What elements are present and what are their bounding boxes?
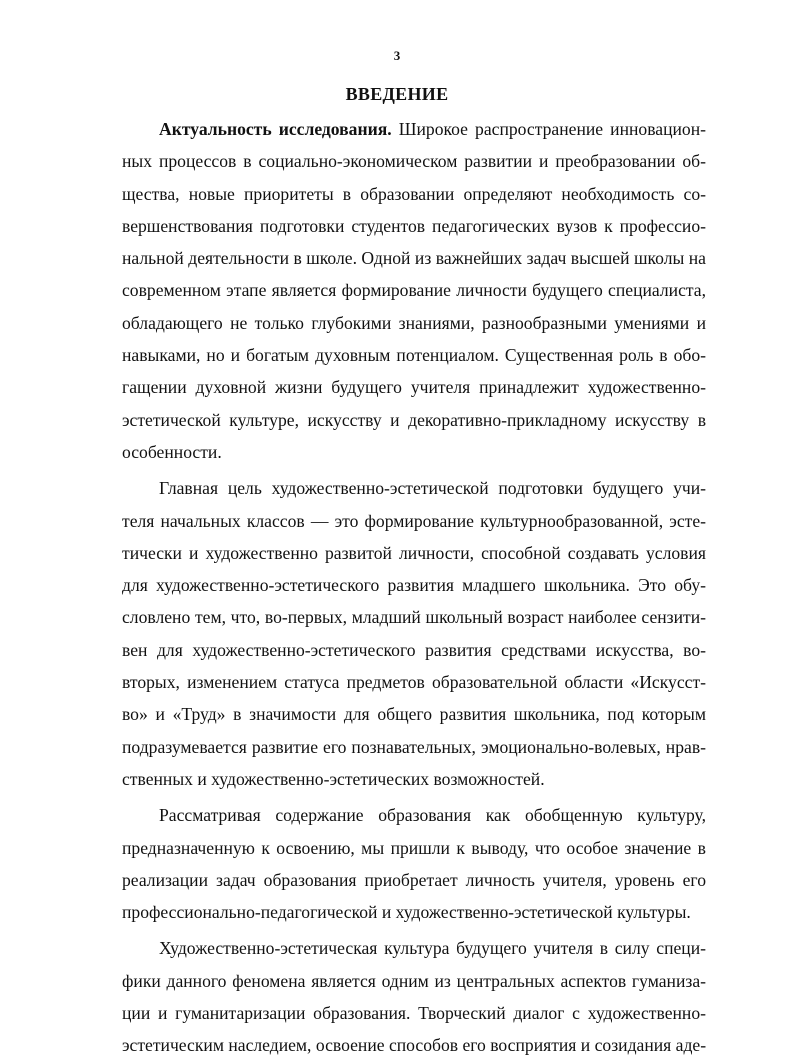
- text-line: навыками, но и богатым духовным потенциалом. Существенная роль в обо-: [122, 345, 706, 366]
- text-line: во» и «Труд» в значимости для общего развития школьника, под которым: [122, 704, 706, 725]
- text-line: современном этапе является формирование личности будущего специалиста,: [122, 280, 706, 301]
- text-line: Художественно-эстетическая культура будущего учителя в силу специ-: [159, 938, 706, 959]
- page-number: 3: [393, 48, 401, 63]
- text-line: ственных и художественно-эстетических возможностей.: [122, 768, 545, 789]
- text-line: щества, новые приоритеты в образовании определяют необходимость со-: [122, 183, 706, 204]
- paragraph-relevance: [122, 113, 706, 468]
- text-line: нальной деятельности в школе. Одной из важнейших задач высшей школы на: [122, 248, 706, 269]
- text-line: эстетической культуре, искусству и декоративно-прикладному искусству в: [122, 409, 706, 430]
- section-heading: ВВЕДЕНИЕ: [345, 84, 449, 104]
- body-text: [122, 113, 706, 1062]
- text-line: эстетическим наследием, освоение способов его восприятия и созидания аде-: [122, 1035, 707, 1056]
- text-line: Актуальность исследования. Широкое распространение инновацион-: [159, 119, 707, 139]
- text-line: вен для художественно-эстетического развития средствами искусства, во-: [122, 639, 706, 660]
- paragraph-main-goal: [122, 472, 706, 795]
- text-line: для художественно-эстетического развития младшего школьника. Это обу-: [122, 575, 706, 596]
- text-line: вершенствования подготовки студентов педагогических вузов к профессио-: [122, 215, 706, 236]
- text-line: Рассматривая содержание образования как обобщенную культуру,: [159, 805, 706, 826]
- text-line: Главная цель художественно-эстетической подготовки будущего учи-: [159, 478, 706, 499]
- text-line: реализации задач образования приобретает личность учителя, уровень его: [122, 869, 706, 890]
- text-line: фики данного феномена является одним из центральных аспектов гуманиза-: [122, 970, 706, 991]
- text-line: теля начальных классов — это формирование культурнообразованной, эсте-: [122, 510, 706, 531]
- text-line: ных процессов в социально-экономическом развитии и преобразовании об-: [122, 151, 706, 172]
- text-line: особенности.: [122, 441, 222, 462]
- paragraph-lead: Актуальность исследования.: [159, 119, 392, 139]
- text-line: профессионально-педагогической и художественно-эстетической культуры.: [122, 902, 691, 923]
- text-line: словлено тем, что, во-первых, младший школьный возраст наиболее сензити-: [122, 607, 706, 628]
- paragraph-culture: [122, 932, 706, 1061]
- text-line: подразумевается развитие его познавательных, эмоционально-волевых, нрав-: [122, 736, 706, 757]
- text-line: вторых, изменением статуса предметов образовательной области «Искусст-: [122, 672, 706, 693]
- text-line: предназначенную к освоению, мы пришли к выводу, что особое значение в: [122, 837, 706, 858]
- text-line: обладающего не только глубокими знаниями, разнообразными умениями и: [122, 312, 706, 333]
- paragraph-considering: [122, 799, 706, 928]
- text-line: тически и художественно развитой личности, способной создавать условия: [122, 542, 706, 563]
- text-line: гащении духовной жизни будущего учителя принадлежит художественно-: [122, 377, 706, 398]
- text-line: ции и гуманитаризации образования. Творческий диалог с художественно-: [122, 1003, 706, 1024]
